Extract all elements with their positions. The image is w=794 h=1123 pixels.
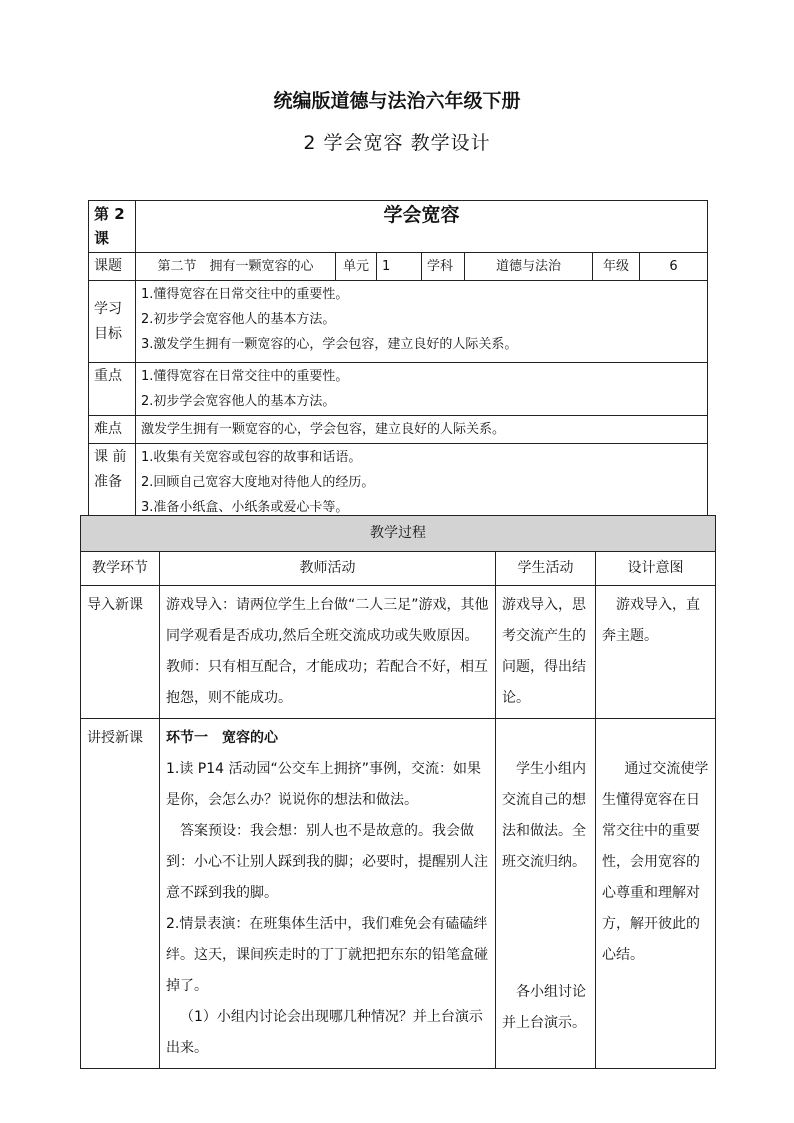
student-activity (496, 719, 596, 1069)
goal-item: 2.初步学会宽容他人的基本方法。 (141, 312, 336, 327)
stage-cell: 讲授新课 (81, 719, 160, 1069)
teacher-activity (160, 586, 496, 719)
student-activity: 游戏导入，思考交流产生的问题，得出结论。 (496, 586, 596, 719)
unit-label: 单元 (336, 253, 377, 281)
prep-cell (136, 444, 708, 522)
column-header: 教学环节 (81, 552, 160, 586)
unit-value: 1 (377, 253, 422, 281)
key-cell (136, 363, 708, 416)
goal-item: 3.激发学生拥有一颗宽容的心，学会包容，建立良好的人际关系。 (141, 337, 518, 352)
prep-item: 2.回顾自己宽容大度地对待他人的经历。 (141, 475, 375, 490)
document-subtitle: 2 学会宽容 教学设计 (303, 132, 491, 154)
column-header: 设计意图 (596, 552, 716, 586)
teacher-paragraph: 1.读 P14 活动园“公交车上拥挤”事例，交流：如果是你，会怎么办？说说你的想法和做法。 (166, 761, 482, 808)
design-intent: 游戏导入，直奔主题。 (596, 586, 716, 719)
design-intent (596, 719, 716, 1069)
subject-label: 学科 (422, 253, 465, 281)
teacher-activity (160, 719, 496, 1069)
student-paragraph: 各小组讨论并上台演示。 (502, 984, 586, 1031)
prep-item: 1.收集有关宽容或包容的故事和话语。 (141, 450, 362, 465)
lesson-title: 学会宽容 (136, 201, 708, 253)
topic-value: 第二节 拥有一颗宽容的心 (136, 253, 336, 281)
teacher-paragraph: 2.情景表演：在班集体生活中，我们难免会有磕磕绊绊。这天，课间疾走时的丁丁就把把东东的铅笔盒碰掉了。 (166, 916, 488, 994)
lesson-info-table (88, 200, 708, 522)
teacher-paragraph: 教师：只有相互配合，才能成功；若配合不好，相互抱怨，则不能成功。 (166, 659, 488, 706)
topic-label: 课题 (89, 253, 136, 281)
key-item: 2.初步学会宽容他人的基本方法。 (141, 394, 336, 409)
teacher-paragraph: 答案预设：我会想：别人也不是故意的。我会做到：小心不让别人踩到我的脚；必要时，提醒别人注意不踩到我的脚。 (166, 823, 488, 901)
section-heading: 环节一 宽容的心 (166, 730, 278, 746)
teacher-paragraph: 游戏导入：请两位学生上台做“二人三足”游戏，其他同学观看是否成功,然后全班交流成功或失败原因。 (166, 597, 489, 644)
key-item: 1.懂得宽容在日常交往中的重要性。 (141, 369, 349, 384)
grade-value: 6 (640, 253, 708, 281)
stage-cell: 导入新课 (81, 586, 160, 719)
document-title: 统编版道德与法治六年级下册 (273, 90, 521, 112)
teacher-paragraph: （1）小组内讨论会出现哪几种情况？并上台演示出来。 (166, 1009, 483, 1056)
goals-label: 学习目标 (89, 281, 136, 363)
goal-item: 1.懂得宽容在日常交往中的重要性。 (141, 287, 349, 302)
intent-paragraph: 通过交流使学生懂得宽容在日常交往中的重要性，会用宽容的心尊重和理解对方，解开彼此的心结。 (602, 761, 709, 963)
difficulty-value: 激发学生拥有一颗宽容的心，学会包容，建立良好的人际关系。 (136, 416, 708, 444)
key-label: 重点 (89, 363, 136, 416)
grade-label: 年级 (593, 253, 640, 281)
lesson-number: 第 2 课 (89, 201, 136, 253)
prep-item: 3.准备小纸盒、小纸条或爱心卡等。 (141, 500, 349, 515)
goals-cell (136, 281, 708, 363)
column-header: 学生活动 (496, 552, 596, 586)
subject-value: 道德与法治 (465, 253, 593, 281)
difficulty-label: 难点 (89, 416, 136, 444)
teaching-process-table (80, 515, 716, 1069)
student-paragraph: 学生小组内交流自己的想法和做法。全班交流归纳。 (502, 761, 586, 870)
prep-label: 课 前准备 (89, 444, 136, 522)
process-title: 教学过程 (81, 516, 716, 552)
column-header: 教师活动 (160, 552, 496, 586)
